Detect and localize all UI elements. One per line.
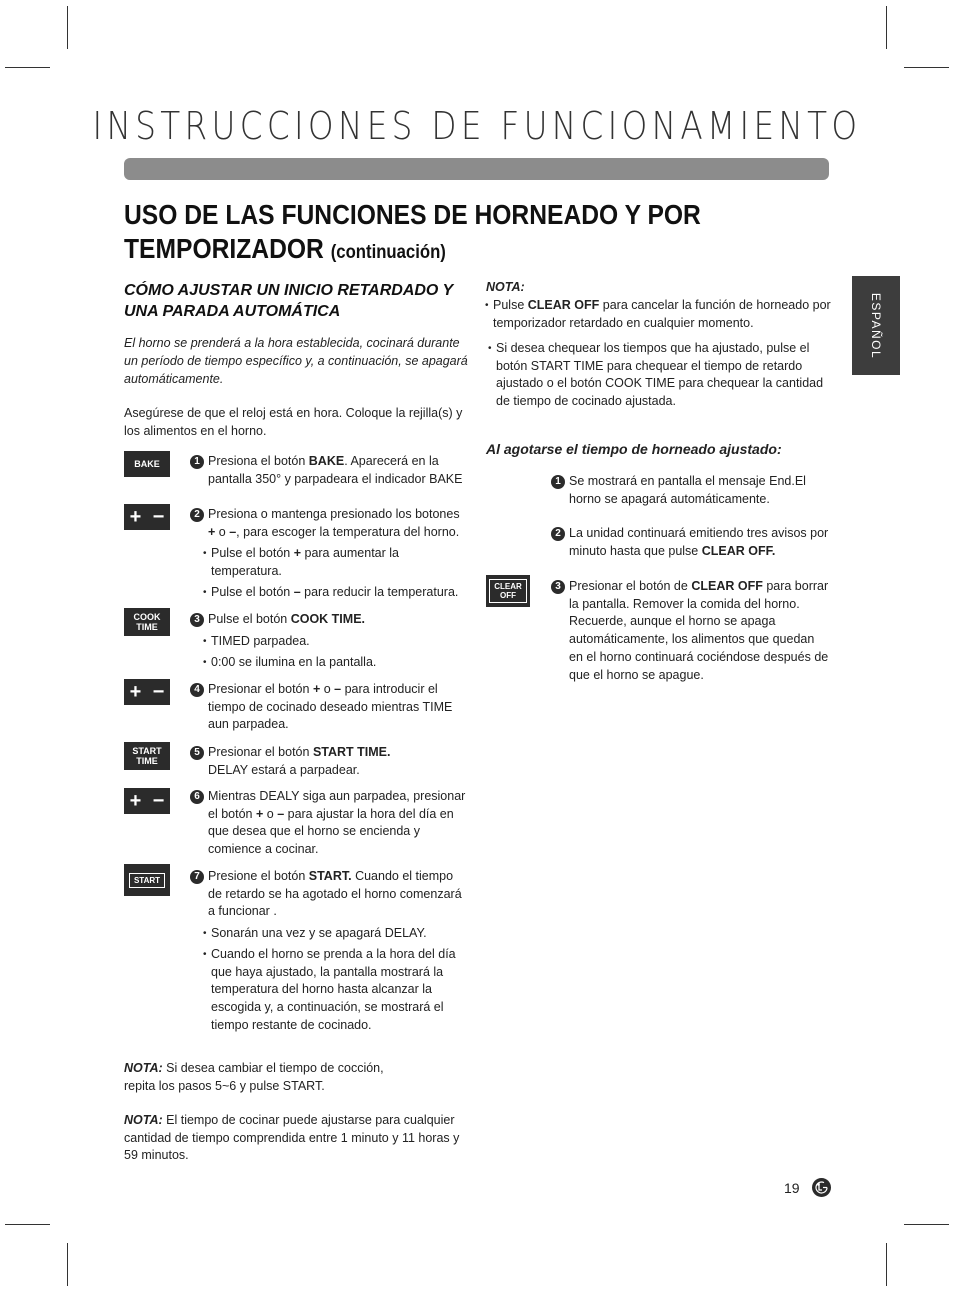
step-7-text: Presione el botón START. Cuando el tiempo de retardo se ha agotado el horno comenzará a funcionar . bbox=[208, 869, 462, 919]
step-2-text: Presiona o mantenga presionado los botones + o –, para escoger la temperatura del horno. bbox=[208, 507, 460, 539]
crop-mark bbox=[886, 6, 887, 49]
crop-mark bbox=[67, 1243, 68, 1286]
step-3-text: Pulse el botón COOK TIME. bbox=[208, 612, 366, 626]
language-tab-label: ESPAÑOL bbox=[869, 292, 883, 359]
step-number: 3 bbox=[551, 580, 565, 594]
note-bullet: • Pulse CLEAR OFF para cancelar la función de horneado por temporizador retardado en cualquier momento. bbox=[493, 297, 833, 332]
crop-mark bbox=[67, 6, 68, 49]
step-7-bullet: • Cuando el horno se prenda a la hora del día que haya ajustado, la pantalla mostrará la temperatura del horno hasta alcanzar la escogida y, a continuación, se mostrará el tiempo restante de cocinado. bbox=[211, 946, 463, 1035]
step-3-bullet: • 0:00 se ilumina en la pantalla. bbox=[211, 654, 469, 672]
step-5-text: Presionar el botón START TIME. DELAY estará a parpadear. bbox=[208, 745, 391, 777]
crop-mark bbox=[5, 1224, 50, 1225]
note-cooking-range: NOTA: El tiempo de cocinar puede ajustarse para cualquier cantidad de tiempo comprendida entre 1 minuto y 11 horas y 59 minutos. bbox=[124, 1113, 460, 1163]
step-2-bullet: • Pulse el botón – para reducir la temperatura. bbox=[211, 584, 469, 602]
cook-time-button-icon: COOK TIME bbox=[124, 608, 170, 636]
step-number: 1 bbox=[190, 455, 204, 469]
end-step-2-text: La unidad continuará emitiendo tres avisos por minuto hasta que pulse CLEAR OFF. bbox=[569, 526, 829, 558]
step-1-text: Presiona el botón BAKE. Aparecerá en la pantalla 350° y parpadeara el indicador BAKE bbox=[208, 454, 463, 486]
step-number: 3 bbox=[190, 613, 204, 627]
step-number: 7 bbox=[190, 870, 204, 884]
crop-mark bbox=[886, 1243, 887, 1286]
step-number: 1 bbox=[551, 475, 565, 489]
right-subtitle: Al agotarse el tiempo de horneado ajustado: bbox=[486, 441, 782, 457]
section-title: USO DE LAS FUNCIONES DE HORNEADO Y POR TEMPORIZADOR (continuación) bbox=[124, 199, 701, 264]
header-bar bbox=[124, 158, 829, 180]
step-number: 2 bbox=[190, 508, 204, 522]
step-3-bullet: • TIMED parpadea. bbox=[211, 633, 469, 651]
intro-italic: El horno se prenderá a la hora establecida, cocinará durante un período de tiempo específico y, a continuación, se apagará automáticamente. bbox=[124, 336, 468, 386]
note-cooking-change: NOTA: Si desea cambiar el tiempo de cocción, repita los pasos 5~6 y pulse START. bbox=[124, 1061, 384, 1093]
note-label: NOTA: bbox=[486, 280, 525, 294]
start-button-icon: START bbox=[124, 864, 170, 896]
step-number: 2 bbox=[551, 527, 565, 541]
step-number: 4 bbox=[190, 683, 204, 697]
clear-off-button-icon: CLEAR OFF bbox=[486, 575, 530, 607]
section-continuation: (continuación) bbox=[330, 242, 446, 263]
page-number: 19 bbox=[784, 1180, 800, 1196]
step-2-bullet: • Pulse el botón + para aumentar la temperatura. bbox=[211, 545, 469, 580]
step-number: 5 bbox=[190, 746, 204, 760]
step-4-text: Presionar el botón + o – para introducir el tiempo de cocinado deseado mientras TIME aun parpadea. bbox=[208, 682, 453, 732]
note-bullet: • Si desea chequear los tiempos que ha ajustado, pulse el botón START TIME para chequear el tiempo de retardo ajustado o el botón COOK TIME para chequear la cantidad de tiempo de cocinado ajustada. bbox=[496, 340, 833, 411]
step-7-bullet: • Sonarán una vez y se apagará DELAY. bbox=[211, 925, 469, 943]
start-time-button-icon: START TIME bbox=[124, 742, 170, 770]
plus-minus-button-icon: + − bbox=[124, 679, 170, 705]
bake-button-icon: BAKE bbox=[124, 451, 170, 477]
end-step-1-text: Se mostrará en pantalla el mensaje End.El horno se apagará automáticamente. bbox=[569, 474, 806, 506]
intro-text: Asegúrese de que el reloj está en hora. Coloque la rejilla(s) y los alimentos en el horno. bbox=[124, 406, 463, 438]
lg-logo-icon bbox=[812, 1178, 831, 1197]
plus-minus-button-icon: + − bbox=[124, 788, 170, 814]
end-step-3-text: Presionar el botón de CLEAR OFF para borrar la pantalla. Remover la comida del horno. Recuerde, aunque el horno se apaga automáticamente, los alimentos que quedan en el horno continuará cociéndose después de que el horno se apague. bbox=[569, 579, 829, 682]
crop-mark bbox=[904, 1224, 949, 1225]
crop-mark bbox=[904, 67, 949, 68]
step-6-text: Mientras DEALY siga aun parpadea, presionar el botón + o – para ajustar la hora del día en que desea que el horno se encienda y comience a cocinar. bbox=[208, 789, 466, 857]
crop-mark bbox=[5, 67, 50, 68]
subsection-title: CÓMO AJUSTAR UN INICIO RETARDADO Y UNA PARADA AUTOMÁTICA bbox=[124, 282, 453, 320]
plus-minus-button-icon: + − bbox=[124, 504, 170, 530]
language-tab bbox=[852, 276, 900, 375]
step-number: 6 bbox=[190, 790, 204, 804]
page-header-title: INSTRUCCIONES DE FUNCIONAMIENTO bbox=[92, 104, 862, 148]
